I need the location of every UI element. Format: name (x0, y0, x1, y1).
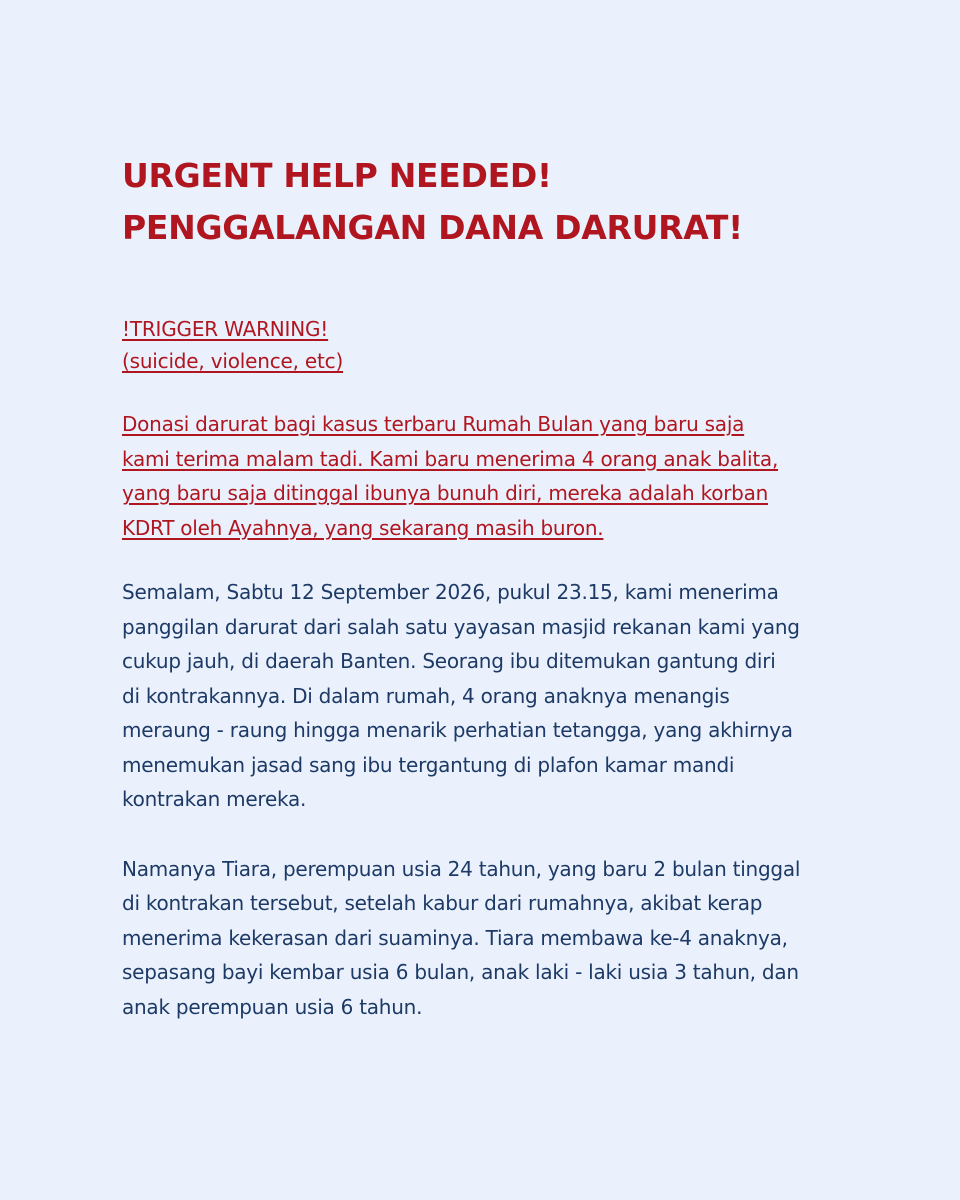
paragraph-line: kami terima malam tadi. Kami baru menerima 4 orang anak balita, (122, 446, 779, 471)
paragraph-line: menemukan jasad sang ibu tergantung di plafon kamar mandi (122, 752, 735, 777)
paragraph-line: di kontrakan tersebut, setelah kabur dari rumahnya, akibat kerap (122, 891, 763, 915)
trigger-warning-topics: (suicide, violence, etc) (122, 349, 344, 373)
paragraph-line: kontrakan mereka. (122, 787, 307, 811)
paragraph-line: Namanya Tiara, perempuan usia 24 tahun, yang baru 2 bulan tinggal (122, 856, 801, 881)
headline-line-2: PENGGALANGAN DANA DARURAT! (122, 208, 743, 247)
trigger-warning (122, 313, 842, 377)
paragraph-line: yang baru saja ditinggal ibunya bunuh diri, mereka adalah korban (122, 481, 769, 505)
post-content (122, 150, 842, 1024)
paragraph-line: di kontrakannya. Di dalam rumah, 4 orang anaknya menangis (122, 683, 730, 708)
headline (122, 150, 842, 254)
paragraph-line: Donasi darurat bagi kasus terbaru Rumah Bulan yang baru saja (122, 412, 745, 436)
paragraph-line: panggilan darurat dari salah satu yayasan masjid rekanan kami yang (122, 614, 800, 639)
paragraph-line: anak perempuan usia 6 tahun. (122, 994, 423, 1019)
paragraph-line: Semalam, Sabtu 12 September 2026, pukul 23.15, kami menerima (122, 580, 779, 604)
victim-background-paragraph (122, 852, 842, 1025)
donation-alert-paragraph (122, 407, 842, 545)
paragraph-line: KDRT oleh Ayahnya, yang sekarang masih buron. (122, 515, 604, 540)
incident-story-paragraph (122, 575, 842, 817)
paragraph-line: menerima kekerasan dari suaminya. Tiara membawa ke-4 anaknya, (122, 925, 788, 950)
trigger-warning-title: !TRIGGER WARNING! (122, 317, 329, 341)
paragraph-line: sepasang bayi kembar usia 6 bulan, anak laki - laki usia 3 tahun, dan (122, 960, 799, 984)
headline-line-1: URGENT HELP NEEDED! (122, 156, 552, 195)
paragraph-line: meraung - raung hingga menarik perhatian tetangga, yang akhirnya (122, 718, 793, 742)
paragraph-line: cukup jauh, di daerah Banten. Seorang ibu ditemukan gantung diri (122, 649, 776, 673)
